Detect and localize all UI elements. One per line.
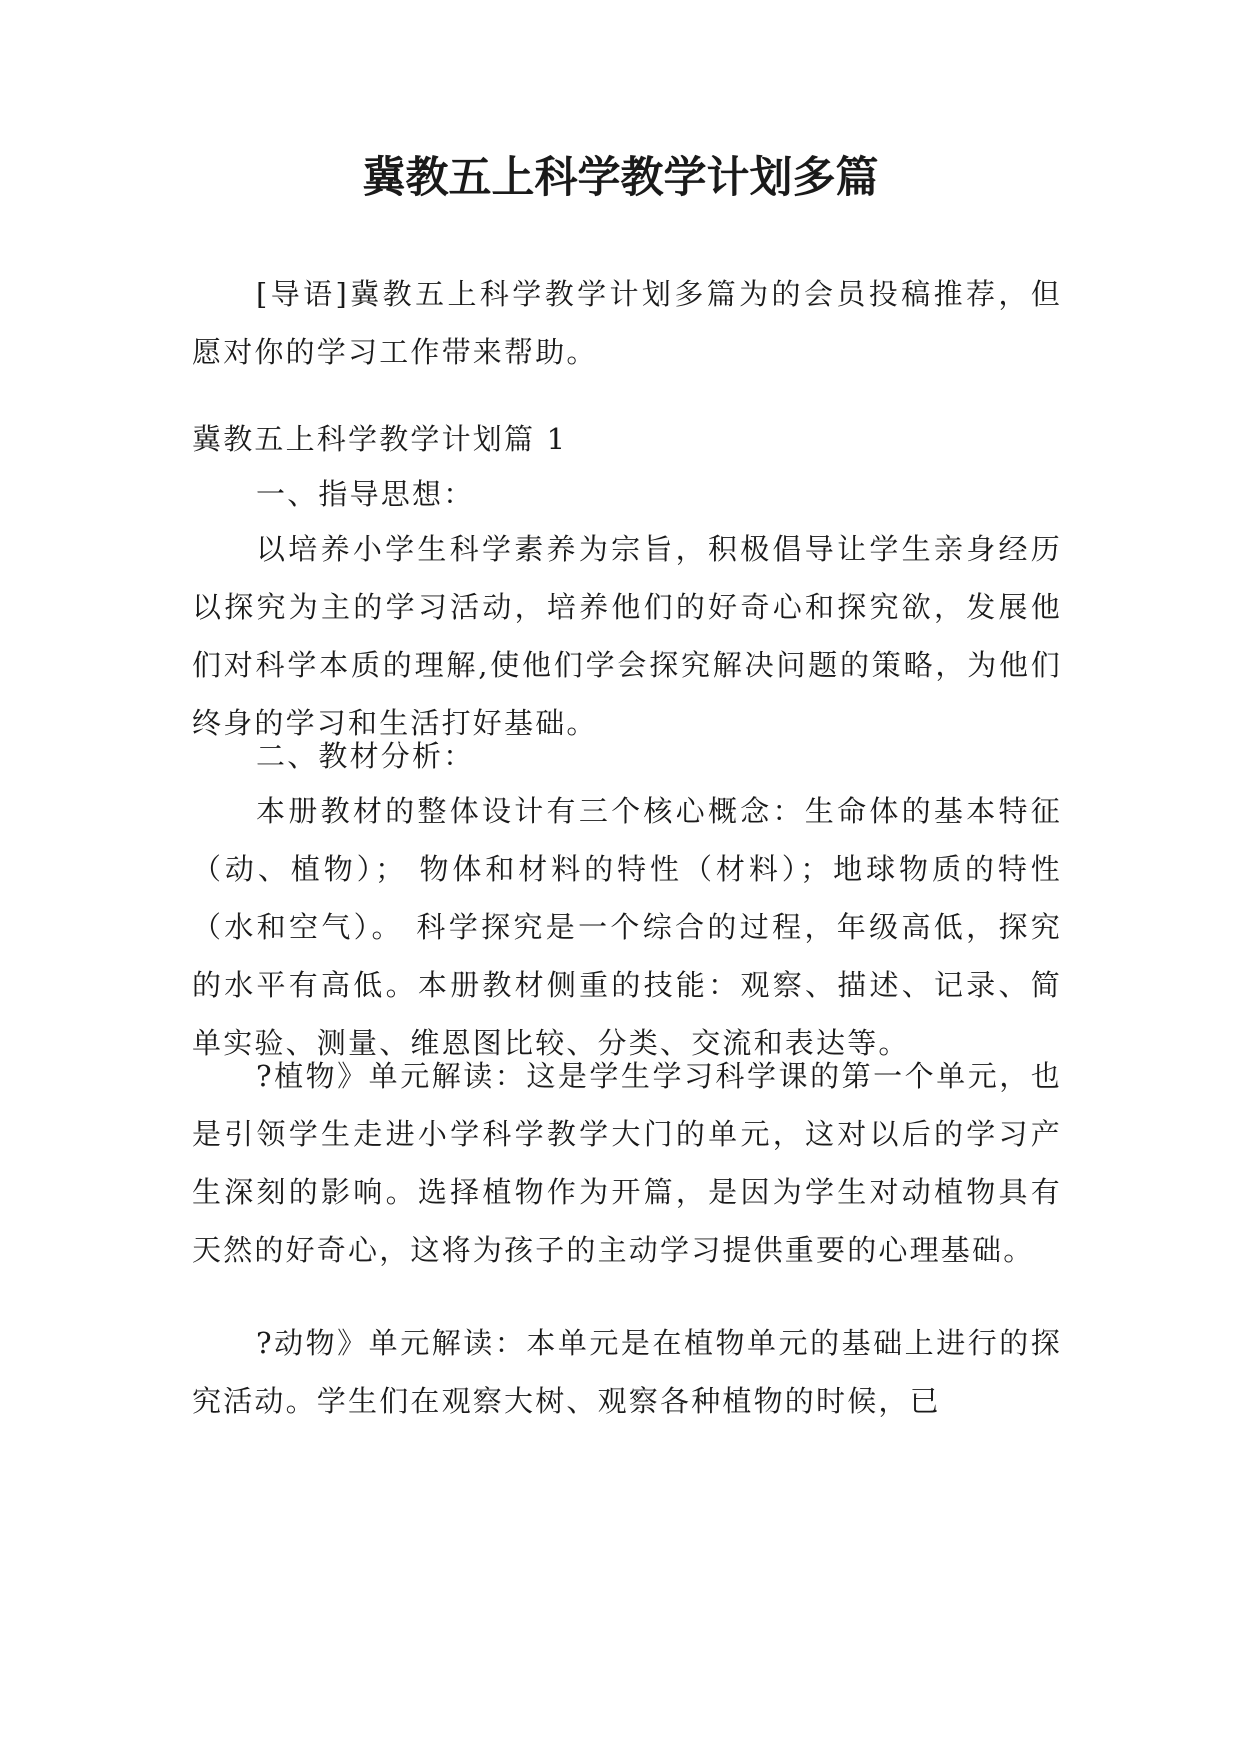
animals-unit-paragraph: ?动物》单元解读：本单元是在植物单元的基础上进行的探究活动。学生们在观察大树、观察各种植物的时候，已 [192, 1326, 1062, 1418]
guiding-thought-heading: 一、指导思想： [256, 477, 475, 511]
document-title: 冀教五上科学教学计划多篇 [362, 153, 879, 203]
textbook-analysis-heading: 二、教材分析： [256, 739, 475, 773]
guiding-thought-paragraph: 以培养小学生科学素养为宗旨，积极倡导让学生亲身经历以探究为主的学习活动，培养他们的好奇心和探究欲，发展他们对科学本质的理解,使他们学会探究解决问题的策略，为他们终身的学习和生活打好基础。 [192, 532, 1062, 740]
plants-unit-paragraph: ?植物》单元解读：这是学生学习科学课的第一个单元，也是引领学生走进小学科学教学大门的单元，这对以后的学习产生深刻的影响。选择植物作为开篇，是因为学生对动植物具有天然的好奇心，这将为孩子的主动学习提供重要的心理基础。 [192, 1059, 1062, 1267]
intro-paragraph: [导语]冀教五上科学教学计划多篇为的会员投稿推荐，但愿对你的学习工作带来帮助。 [192, 277, 1062, 369]
section-heading: 冀教五上科学教学计划篇 1 [192, 422, 568, 456]
textbook-analysis-paragraph: 本册教材的整体设计有三个核心概念：生命体的基本特征（动、植物）； 物体和材料的特性（材料）；地球物质的特性（水和空气）。 科学探究是一个综合的过程，年级高低，探究的水平有高低。本册教材侧重的技能：观察、描述、记录、简单实验、测量、维恩图比较、分类、交流和表达等。 [192, 794, 1062, 1060]
